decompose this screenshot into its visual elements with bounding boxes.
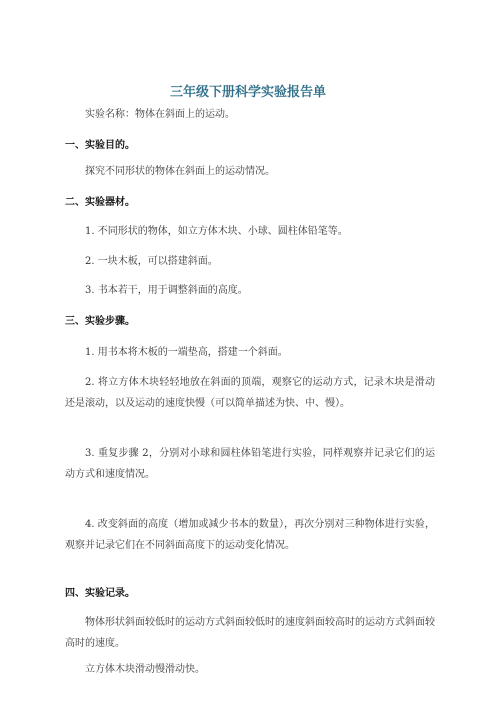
records-text-1: 物体形状斜面较低时的运动方式斜面较低时的速度斜面较高时的运动方式斜面较高时的速度。	[65, 617, 435, 649]
page-title: 三年级下册科学实验报告单	[169, 85, 326, 100]
purpose-text: 探究不同形状的物体在斜面上的运动情况。	[85, 166, 275, 177]
material-item-2: 2. 一块木板，可以搭建斜面。	[85, 256, 218, 267]
step-item-2: 2. 将立方体木块轻轻地放在斜面的顶端，观察它的运动方式，记录木块是滑动还是滚动，以及运动的速度快慢（可以简单描述为快、中、慢）。	[65, 377, 435, 409]
section-heading-records: 四、实验记录。	[65, 588, 135, 599]
section-heading-steps: 三、实验步骤。	[65, 316, 135, 327]
step-item-3: 3. 重复步骤 2，分别对小球和圆柱体铅笔进行实验，同样观察并记录它们的运动方式和速度情况。	[65, 448, 435, 480]
material-item-1: 1. 不同形状的物体，如立方体木块、小球、圆柱体铅笔等。	[85, 226, 348, 237]
step-item-4: 4. 改变斜面的高度（增加或减少书本的数量），再次分别对三种物体进行实验，观察并记录它们在不同斜面高度下的运动变化情况。	[65, 519, 435, 551]
section-heading-materials: 二、实验器材。	[65, 197, 135, 208]
material-item-3: 3. 书本若干，用于调整斜面的高度。	[85, 285, 248, 296]
step-item-1: 1. 用书本将木板的一端垫高，搭建一个斜面。	[85, 347, 288, 358]
records-text-2: 立方体木块滑动慢滑动快。	[85, 664, 205, 675]
experiment-name: 实验名称：物体在斜面上的运动。	[85, 109, 235, 120]
section-heading-purpose: 一、实验目的。	[65, 140, 135, 151]
